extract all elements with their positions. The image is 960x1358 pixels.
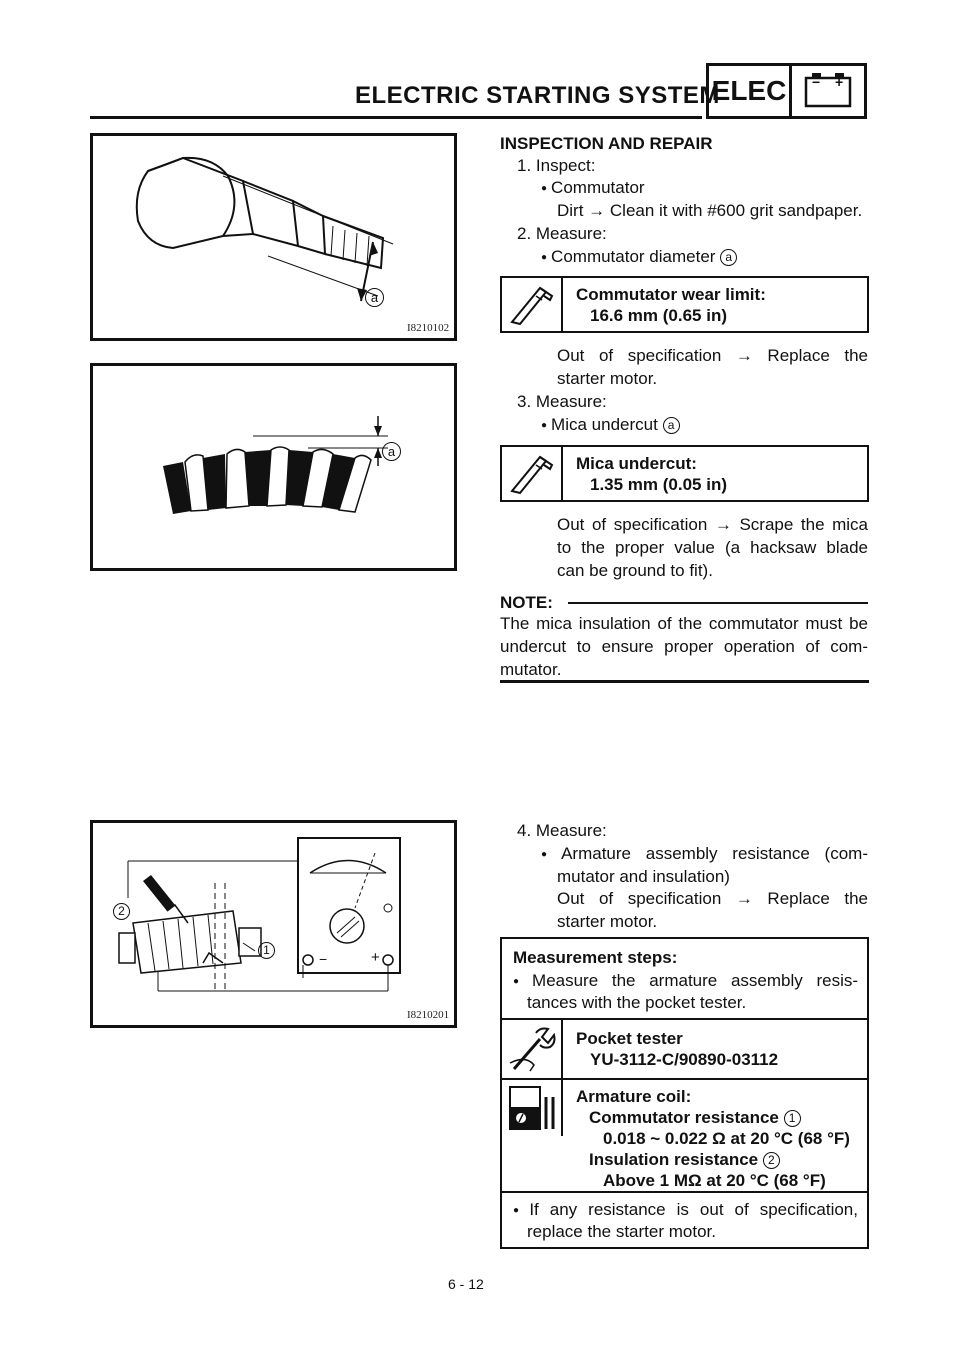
- battery-plus: +: [835, 74, 844, 90]
- figure-code: I8210201: [407, 1009, 450, 1021]
- spec-commutator-wear: [500, 276, 869, 333]
- page-title: ELECTRIC STARTING SYSTEM: [355, 82, 720, 109]
- step4-label: 4. Measure:: [517, 821, 607, 840]
- step3-out-line1: Out of specification → Scrape the mica: [557, 515, 868, 534]
- callout-a: a: [365, 288, 384, 307]
- meter-minus: −: [319, 951, 328, 967]
- step4-item-line2: mutator and insulation): [557, 867, 730, 886]
- row-divider: [502, 1191, 867, 1193]
- steps-bullet2-line2: replace the starter motor.: [527, 1222, 716, 1241]
- spec-value: 16.6 mm (0.65 in): [590, 306, 728, 325]
- elec-badge: ELEC: [706, 63, 792, 119]
- ins-value: Above 1 MΩ at 20 °C (68 °F): [603, 1171, 826, 1190]
- step3-out-line2: to the proper value (a hacksaw blade: [557, 538, 868, 557]
- step2-label: 2. Measure:: [517, 224, 607, 243]
- spec-divider: [561, 1078, 563, 1136]
- note-line2: undercut to ensure proper operation of com-: [500, 637, 868, 656]
- figure-mica-undercut: [90, 363, 457, 571]
- coil-title: Armature coil:: [576, 1087, 692, 1106]
- ins-row: [589, 1149, 780, 1170]
- step2-item-row: [541, 246, 737, 270]
- battery-badge: [789, 63, 867, 119]
- figure-armature-test: [90, 820, 457, 1028]
- row-divider: [502, 1018, 867, 1020]
- page-number: 6 - 12: [448, 1276, 484, 1292]
- note-line3: mutator.: [500, 660, 562, 679]
- spec-value: 1.35 mm (0.05 in): [590, 475, 728, 494]
- comm-row: [589, 1107, 801, 1128]
- step3-item-row: [541, 414, 680, 438]
- callout-2: 2: [113, 903, 130, 920]
- tool-title: Pocket tester: [576, 1029, 683, 1048]
- steps-title: Measurement steps:: [513, 948, 678, 967]
- battery-icon: [792, 66, 864, 116]
- comm-value: 0.018 ~ 0.022 Ω at 20 °C (68 °F): [603, 1129, 850, 1148]
- mica-segments-illustration: [93, 366, 454, 568]
- steps-bullet1-line1: ● Measure the armature assembly resis-: [513, 970, 858, 994]
- step1-item: ● Commutator: [541, 177, 645, 201]
- caliper-icon: [506, 282, 558, 328]
- tool-value: YU-3112-C/90890-03112: [590, 1050, 779, 1069]
- spec-title: Commutator wear limit:: [576, 285, 766, 304]
- step1-label: 1. Inspect:: [517, 156, 596, 175]
- battery-minus: −: [812, 74, 821, 90]
- step2-out-line2: starter motor.: [557, 369, 658, 388]
- step2-ref: a: [720, 249, 737, 266]
- meter-plus: +: [371, 949, 380, 966]
- wrench-tool-icon: [506, 1025, 558, 1075]
- comm-label: Commutator resistance: [589, 1108, 779, 1127]
- pocket-tester-illustration: [93, 823, 454, 1025]
- ins-label: Insulation resistance: [589, 1150, 759, 1169]
- row-divider: [502, 1078, 867, 1080]
- caliper-icon: [506, 451, 558, 497]
- step1-detail: Dirt → Clean it with #600 grit sandpaper.: [557, 201, 863, 220]
- note-end-rule: [500, 680, 869, 683]
- callout-a: a: [382, 442, 401, 461]
- note-label: NOTE:: [500, 593, 553, 612]
- section-title: INSPECTION AND REPAIR: [500, 134, 713, 153]
- spec-divider: [561, 278, 563, 331]
- comm-ref: 1: [784, 1110, 801, 1127]
- figure-commutator-diameter: [90, 133, 457, 341]
- header-rule: [90, 116, 702, 119]
- measurement-steps-box: [500, 937, 869, 1249]
- step2-item: ● Commutator diameter: [541, 247, 715, 266]
- callout-1: 1: [258, 942, 275, 959]
- steps-bullet1-line2: tances with the pocket tester.: [527, 993, 747, 1012]
- steps-bullet2-line1: ● If any resistance is out of specification,: [513, 1199, 858, 1223]
- step4-out-line2: starter motor.: [557, 912, 658, 931]
- step3-label: 3. Measure:: [517, 392, 607, 411]
- spec-mica-undercut: [500, 445, 869, 502]
- note-line1: The mica insulation of the commutator must be: [500, 614, 868, 633]
- step3-ref: a: [663, 417, 680, 434]
- step3-item: ● Mica undercut: [541, 415, 658, 434]
- step2-out-line1: Out of specification → Replace the: [557, 346, 868, 365]
- commutator-shaft-illustration: [93, 136, 454, 338]
- ins-ref: 2: [763, 1152, 780, 1169]
- spec-divider: [561, 447, 563, 500]
- tester-meter-icon: [508, 1085, 558, 1133]
- spec-divider: [561, 1018, 563, 1078]
- spec-title: Mica undercut:: [576, 454, 697, 473]
- figure-code: I8210102: [407, 322, 450, 334]
- step4-out-line1: Out of specification → Replace the: [557, 889, 868, 908]
- step4-item-line1: ● Armature assembly resistance (com-: [541, 843, 868, 867]
- note-rule: [568, 602, 868, 604]
- step3-out-line3: can be ground to fit).: [557, 561, 713, 580]
